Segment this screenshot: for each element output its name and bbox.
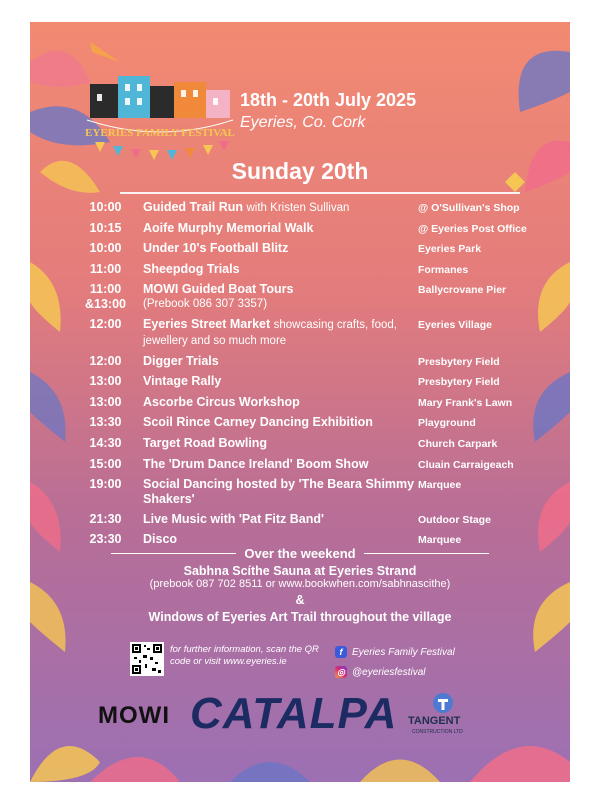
event-time: 11:00 &13:00 (85, 282, 126, 312)
event-time: 13:00 (89, 394, 122, 409)
schedule-row (68, 317, 548, 349)
event-venue: Presbytery Field (418, 355, 500, 368)
event-details (143, 317, 418, 349)
event-venue: Church Carpark (418, 437, 498, 450)
schedule-row (68, 282, 548, 312)
event-time: 23:30 (89, 532, 122, 547)
facebook-label: Eyeries Family Festival (352, 646, 455, 658)
event-title: Ascorbe Circus Workshop (143, 394, 300, 409)
facebook-icon: f (335, 646, 347, 658)
event-time: 10:00 (89, 241, 122, 256)
sauna-prebook: (prebook 087 702 8511 or www.bookwhen.com/sabhnascithe) (149, 578, 451, 590)
event-details (143, 395, 418, 410)
event-venue: Cluain Carraigeach (418, 458, 514, 471)
event-details (143, 374, 418, 389)
event-title: Disco (143, 532, 178, 547)
event-title: Aoife Murphy Memorial Walk (143, 220, 314, 235)
event-title: Sheepdog Trials (143, 261, 240, 276)
event-venue: Formanes (418, 263, 469, 276)
event-venue: Ballycrovane Pier (418, 284, 507, 297)
weekend-rule-left (111, 553, 236, 554)
sponsor-tangent-subtitle: CONSTRUCTION LTD (412, 729, 463, 735)
schedule-row (68, 415, 548, 431)
event-time: 10:00 (89, 200, 122, 214)
weekend-section (30, 546, 570, 624)
festival-dates: 18th - 20th July 2025 (240, 90, 417, 110)
event-title: The 'Drum Dance Ireland' Boom Show (143, 456, 369, 471)
event-title: Social Dancing hosted by 'The Beara Shimmy Shakers' (143, 477, 415, 507)
schedule-row (68, 262, 548, 278)
event-venue: Eyeries Park (418, 243, 482, 256)
event-time: 10:15 (89, 220, 122, 235)
event-title: Digger Trials (143, 353, 219, 368)
event-subtitle: with Kristen Sullivan (246, 202, 350, 214)
facebook-link[interactable] (335, 646, 455, 658)
qr-code[interactable] (130, 642, 164, 676)
event-title: Scoil Rince Carney Dancing Exhibition (143, 415, 373, 430)
weekend-heading: Over the weekend (244, 546, 356, 561)
event-details (143, 512, 418, 527)
event-details (143, 221, 418, 236)
event-details (143, 262, 418, 277)
event-time: 12:00 (89, 353, 122, 368)
event-time: 19:00 (89, 477, 122, 492)
day-title: Sunday 20th (231, 158, 369, 184)
sponsor-mowi-logo: MOWI (98, 702, 170, 729)
sponsor-tangent-logo: TANGENT (408, 715, 461, 727)
festival-poster (30, 22, 570, 782)
schedule-row (68, 374, 548, 390)
event-venue: @ Eyeries Post Office (418, 222, 527, 235)
event-details (143, 477, 418, 507)
title-divider (120, 192, 520, 194)
event-time: 13:00 (89, 374, 122, 389)
event-time: 12:00 (89, 316, 122, 331)
event-venue: Outdoor Stage (418, 513, 491, 526)
logo-text: EYERIES FAMILY FESTIVAL (85, 127, 235, 139)
event-details (143, 457, 418, 472)
event-title: Eyeries Street Market (143, 316, 271, 331)
event-time: 13:30 (89, 415, 122, 430)
schedule-row (68, 241, 548, 257)
schedule-row (68, 436, 548, 452)
event-details (143, 415, 418, 430)
schedule-row (68, 354, 548, 370)
event-subtitle: showcasing crafts, food, jewellery and so much more (143, 318, 398, 347)
tangent-emblem-icon (432, 692, 454, 714)
event-venue: Marquee (418, 479, 462, 492)
further-info-text: for further information, scan the QR code or visit www.eyeries.ie (170, 644, 319, 667)
sponsor-catalpa-logo: CATALPA (190, 689, 398, 738)
event-title: Guided Trail Run (143, 200, 244, 214)
event-details (143, 282, 418, 312)
festival-location: Eyeries, Co. Cork (240, 114, 366, 131)
weekend-heading-row (30, 546, 570, 561)
event-subtitle: (Prebook 086 307 3357) (143, 298, 268, 311)
event-title: MOWI Guided Boat Tours (143, 282, 294, 297)
schedule-row (68, 200, 548, 216)
weekend-rule-right (364, 553, 489, 554)
event-time: 14:30 (89, 435, 122, 450)
event-venue: Playground (418, 417, 476, 430)
event-venue: Marquee (418, 534, 462, 547)
schedule-row (68, 395, 548, 411)
sauna-event: Sabhna Scíthe Sauna at Eyeries Strand (183, 564, 417, 578)
event-venue: Eyeries Village (418, 318, 492, 331)
schedule-row (68, 221, 548, 237)
event-venue: Presbytery Field (418, 376, 500, 389)
schedule-list (68, 200, 548, 553)
schedule-row (68, 477, 548, 507)
schedule-row (68, 457, 548, 473)
event-venue: @ O'Sullivan's Shop (418, 202, 520, 214)
art-trail-event: Windows of Eyeries Art Trail throughout the village (148, 610, 452, 624)
event-venue: Mary Frank's Lawn (418, 396, 513, 409)
instagram-link[interactable] (335, 666, 426, 678)
event-time: 11:00 (89, 261, 122, 276)
event-title: Live Music with 'Pat Fitz Band' (143, 511, 324, 526)
event-time: 15:00 (89, 456, 122, 471)
event-time: 21:30 (89, 511, 122, 526)
event-title: Vintage Rally (143, 374, 222, 389)
weekend-ampersand: & (295, 593, 305, 607)
instagram-icon: ◎ (335, 666, 347, 678)
event-details (143, 436, 418, 451)
schedule-row (68, 512, 548, 528)
instagram-label: @eyeriesfestival (352, 666, 426, 678)
event-title: Target Road Bowling (143, 435, 268, 450)
event-details (143, 241, 418, 256)
event-details (143, 200, 418, 216)
event-details (143, 354, 418, 369)
event-title: Under 10's Football Blitz (143, 241, 289, 256)
